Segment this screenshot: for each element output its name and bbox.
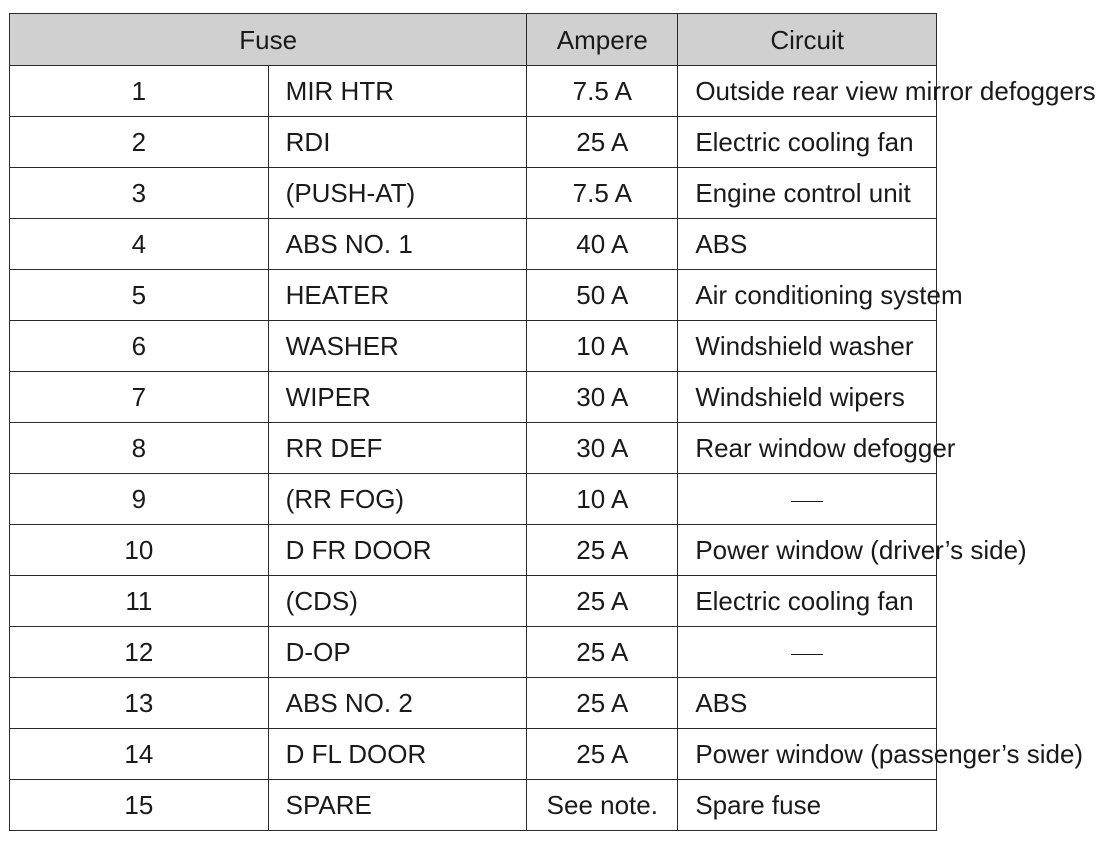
fuse-name-cell: RDI — [268, 117, 527, 168]
ampere-cell: 10 A — [527, 321, 678, 372]
table-header — [10, 14, 937, 66]
ampere-cell: See note. — [527, 780, 678, 831]
circuit-cell — [678, 627, 937, 678]
fuse-name-cell: MIR HTR — [268, 66, 527, 117]
header-fuse: Fuse — [10, 14, 527, 66]
fuse-name-cell: D-OP — [268, 627, 527, 678]
fuse-number-cell: 11 — [10, 576, 269, 627]
fuse-number-cell: 9 — [10, 474, 269, 525]
fuse-name-cell: ABS NO. 1 — [268, 219, 527, 270]
table-row — [10, 219, 937, 270]
no-circuit-dash — [791, 501, 823, 502]
circuit-cell: Rear window defogger — [678, 423, 937, 474]
ampere-cell: 25 A — [527, 525, 678, 576]
circuit-cell: ABS — [678, 219, 937, 270]
fuse-name-cell: (CDS) — [268, 576, 527, 627]
header-ampere: Ampere — [527, 14, 678, 66]
fuse-number-cell: 3 — [10, 168, 269, 219]
ampere-cell: 25 A — [527, 729, 678, 780]
table-row — [10, 270, 937, 321]
fuse-number-cell: 5 — [10, 270, 269, 321]
ampere-cell: 30 A — [527, 423, 678, 474]
table-body — [10, 66, 1096, 831]
circuit-cell: Outside rear view mirror defoggers — [678, 66, 937, 117]
fuse-number-cell: 14 — [10, 729, 269, 780]
table-row — [10, 372, 937, 423]
header-circuit: Circuit — [678, 14, 937, 66]
fuse-number-cell: 2 — [10, 117, 269, 168]
table-row — [10, 168, 937, 219]
ampere-cell: 10 A — [527, 474, 678, 525]
ampere-cell: 25 A — [527, 117, 678, 168]
circuit-cell: Power window (passenger’s side) — [678, 729, 937, 780]
table-row — [10, 576, 937, 627]
fuse-name-cell: D FL DOOR — [268, 729, 527, 780]
fuse-number-cell: 8 — [10, 423, 269, 474]
fuse-name-cell: RR DEF — [268, 423, 527, 474]
table-row — [10, 117, 937, 168]
ampere-cell: 25 A — [527, 576, 678, 627]
circuit-cell: Windshield wipers — [678, 372, 937, 423]
table-row — [10, 474, 937, 525]
no-circuit-dash — [791, 654, 823, 655]
table-row — [10, 423, 937, 474]
fuse-number-cell: 10 — [10, 525, 269, 576]
table-row — [10, 525, 937, 576]
ampere-cell: 25 A — [527, 627, 678, 678]
circuit-cell: Electric cooling fan — [678, 576, 937, 627]
fuse-name-cell: SPARE — [268, 780, 527, 831]
fuse-name-cell: ABS NO. 2 — [268, 678, 527, 729]
table-row — [10, 321, 937, 372]
table-row — [10, 678, 937, 729]
fuse-name-cell: HEATER — [268, 270, 527, 321]
ampere-cell: 30 A — [527, 372, 678, 423]
ampere-cell: 40 A — [527, 219, 678, 270]
fuse-name-cell: WASHER — [268, 321, 527, 372]
table-row — [10, 627, 937, 678]
circuit-cell: Power window (driver’s side) — [678, 525, 937, 576]
circuit-cell: Air conditioning system — [678, 270, 937, 321]
table-row — [10, 66, 937, 117]
fuse-number-cell: 1 — [10, 66, 269, 117]
fuse-name-cell: D FR DOOR — [268, 525, 527, 576]
fuse-number-cell: 4 — [10, 219, 269, 270]
fuse-number-cell: 7 — [10, 372, 269, 423]
fuse-table — [9, 13, 1096, 831]
ampere-cell: 50 A — [527, 270, 678, 321]
circuit-cell: Spare fuse — [678, 780, 937, 831]
fuse-number-cell: 6 — [10, 321, 269, 372]
circuit-cell: Engine control unit — [678, 168, 937, 219]
header-row — [10, 14, 937, 66]
ampere-cell: 7.5 A — [527, 66, 678, 117]
fuse-name-cell: (RR FOG) — [268, 474, 527, 525]
ampere-cell: 7.5 A — [527, 168, 678, 219]
fuse-number-cell: 12 — [10, 627, 269, 678]
ampere-cell: 25 A — [527, 678, 678, 729]
table-row — [10, 780, 937, 831]
fuse-number-cell: 13 — [10, 678, 269, 729]
circuit-cell — [678, 474, 937, 525]
circuit-cell: Windshield washer — [678, 321, 937, 372]
fuse-name-cell: WIPER — [268, 372, 527, 423]
fuse-name-cell: (PUSH-AT) — [268, 168, 527, 219]
fuse-number-cell: 15 — [10, 780, 269, 831]
circuit-cell: Electric cooling fan — [678, 117, 937, 168]
circuit-cell: ABS — [678, 678, 937, 729]
table-row — [10, 729, 937, 780]
